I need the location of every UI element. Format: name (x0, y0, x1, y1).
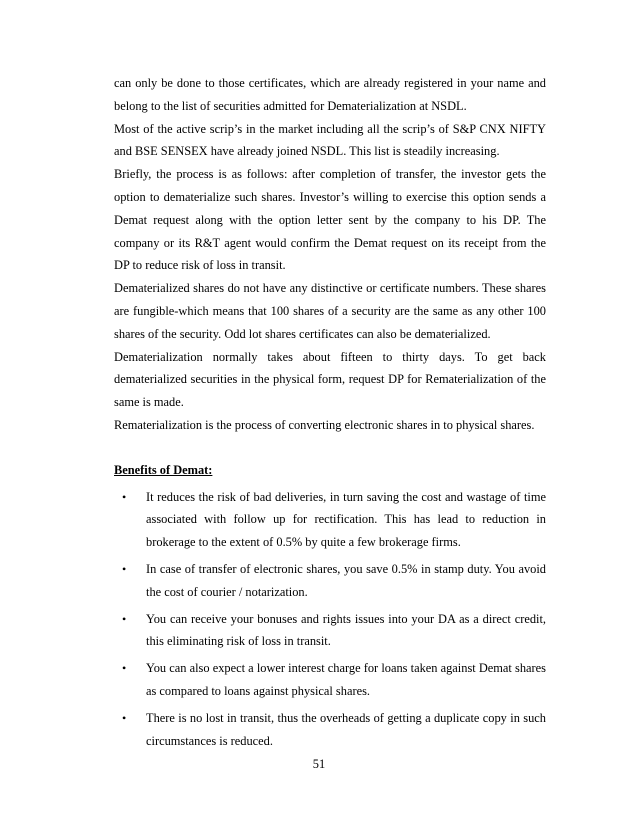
paragraph-dematerialization-time: Dematerialization normally takes about fifteen to thirty days. To get back dematerialized securities in the physical form, request DP for Rematerialization of the same is made. (114, 349, 546, 410)
benefit-text: It reduces the risk of bad deliveries, in turn saving the cost and wastage of time associated with follow up for rectification. This has lead to reduction in brokerage to the extent of 0.5% by quite a few brokerage firms. (146, 489, 546, 550)
paragraph-dematerialization-scope: can only be done to those certificates, which are already registered in your name and belong to the list of securities admitted for Dematerialization at NSDL. (114, 76, 546, 113)
benefit-text: There is no lost in transit, thus the overheads of getting a duplicate copy in such circumstances is reduced. (146, 710, 546, 748)
bullet-icon: • (122, 489, 127, 504)
bullet-icon: • (122, 661, 127, 676)
benefit-text: In case of transfer of electronic shares, you save 0.5% in stamp duty. You avoid the cost of courier / notarization. (146, 561, 546, 599)
paragraph-fungible-shares: Dematerialized shares do not have any distinctive or certificate numbers. These shares are fungible-which means that 100 shares of a security are the same as any other 100 shares of the security. Odd lot shares certificates can also be dematerialized. (114, 281, 546, 341)
bullet-icon: • (122, 710, 127, 725)
page-number: 51 (312, 757, 326, 771)
bullet-icon: • (122, 561, 127, 576)
benefits-list (114, 486, 546, 753)
paragraph-active-scrips: Most of the active scrip’s in the market including all the scrip’s of S&P CNX NIFTY and BSE SENSEX have already joined NSDL. This list is steadily increasing. (114, 121, 546, 159)
benefit-text: You can also expect a lower interest charge for loans taken against Demat shares as compared to loans against physical shares. (146, 661, 546, 698)
bullet-icon: • (122, 611, 127, 626)
benefit-text: You can receive your bonuses and rights issues into your DA as a direct credit, this eliminating risk of loss in transit. (146, 611, 546, 649)
paragraph-process-brief: Briefly, the process is as follows: after completion of transfer, the investor gets the option to dematerialize such shares. Investor’s willing to exercise this option sends a Demat request along with the option letter sent by the company to his DP. The company or its R&T agent would confirm the Demat request on its receipt from the DP to reduce risk of loss in transit. (114, 167, 546, 273)
list-item (114, 608, 546, 654)
paragraph-rematerialization: Rematerialization is the process of converting electronic shares in to physical shares. (114, 417, 535, 432)
list-item (114, 707, 546, 753)
benefits-heading: Benefits of Demat: (114, 462, 213, 477)
list-item (114, 486, 546, 554)
list-item (114, 657, 546, 703)
page-body (114, 72, 546, 756)
list-item (114, 558, 546, 604)
